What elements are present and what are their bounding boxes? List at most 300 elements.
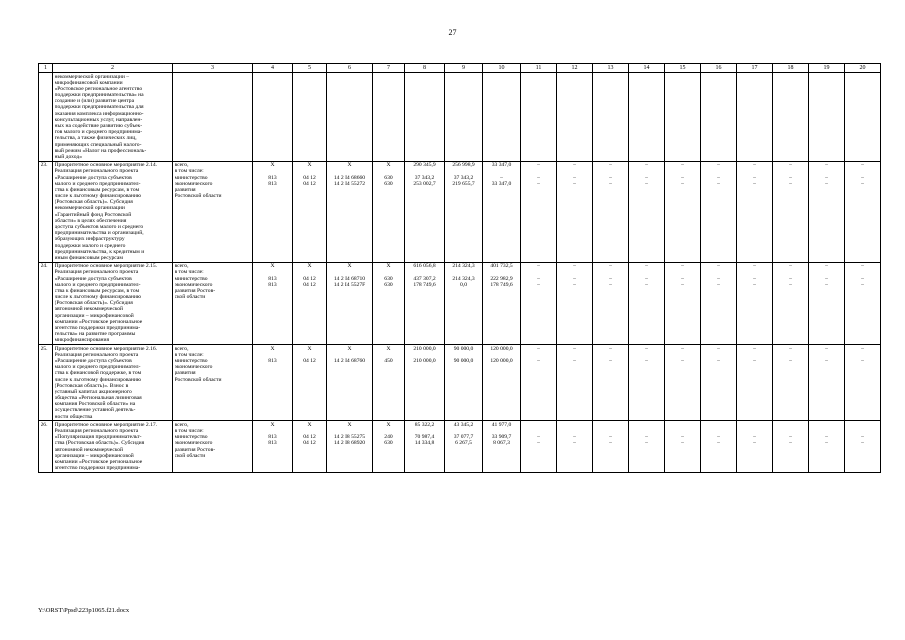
value-line: 90 000,0: [453, 357, 474, 364]
value-line: 630: [384, 440, 393, 447]
dash-mark: –: [789, 263, 792, 270]
description-line: «Расширение доступа субъектов: [54, 357, 132, 364]
executor-cell: [173, 421, 253, 473]
dash-mark: –: [573, 162, 576, 169]
empty-cell: [737, 73, 773, 162]
value-line: 37 343,2: [453, 174, 474, 181]
value-line: X: [307, 162, 312, 169]
value-cell-c8: [405, 421, 445, 473]
dash-mark: –: [645, 263, 648, 270]
year-cell-18: [773, 262, 809, 344]
budget-table: [38, 63, 881, 473]
description-line: (Ростовская область)». Субсидия: [54, 199, 133, 206]
value-line: 14 2 I4 55272: [333, 180, 366, 187]
value-cell-c10: [483, 161, 521, 262]
dash-mark: –: [753, 275, 756, 282]
value-line: 630: [384, 275, 393, 282]
value-line: 04 12: [303, 440, 316, 447]
dash-mark: –: [645, 440, 648, 447]
year-cell-12: [557, 421, 593, 473]
description-line: ный доход»: [54, 153, 83, 160]
value-line: 37 077,7: [453, 434, 474, 441]
value-cell-c8: [405, 161, 445, 262]
value-cell-c8: [405, 262, 445, 344]
description-line: тельства» на развитие программы: [54, 331, 136, 338]
description-line: предпринимательства и организаций,: [54, 230, 144, 237]
value-line: 04 12: [303, 434, 316, 441]
column-number-cell: 18: [773, 64, 809, 73]
year-cell-18: [773, 421, 809, 473]
year-cell-13: [593, 345, 629, 421]
value-cell-c4: [253, 345, 293, 421]
executor-line: развития Ростов-: [174, 446, 216, 453]
value-cell-c6: [327, 161, 373, 262]
year-cell-14: [629, 345, 665, 421]
column-number-cell: 17: [737, 64, 773, 73]
executor-line: экономического: [174, 281, 213, 288]
description-line: Приоритетное основное мероприятие 2.14.: [54, 162, 158, 169]
value-cell-c6: [327, 345, 373, 421]
dash-mark: –: [825, 357, 828, 364]
year-cell-20: [845, 345, 881, 421]
value-line: 04 12: [303, 180, 316, 187]
description-line: ства к финансовым ресурсам, в том: [54, 186, 140, 193]
executor-line: в том числе:: [174, 269, 204, 276]
value-line: 813: [268, 275, 277, 282]
year-cell-16: [701, 161, 737, 262]
description-line: Реализация регионального проекта: [54, 168, 139, 175]
value-line: 41 977,0: [491, 421, 512, 428]
dash-mark: –: [825, 275, 828, 282]
value-line: X: [307, 263, 312, 270]
column-number-cell: 6: [327, 64, 373, 73]
dash-mark: –: [645, 180, 648, 187]
dash-mark: –: [789, 275, 792, 282]
description-line: ства к финансовой поддержке, в том: [54, 370, 142, 377]
description-line: ства к финансовым ресурсам, в том: [54, 287, 140, 294]
description-line: числе к льготному финансированию: [54, 294, 142, 301]
year-cell-14: [629, 262, 665, 344]
executor-line: экономического: [174, 180, 213, 187]
description-line: области» в целях обеспечения: [54, 217, 127, 224]
value-line: 256 998,9: [452, 162, 475, 169]
dash-mark: –: [717, 434, 720, 441]
dash-mark: –: [753, 440, 756, 447]
description-line: ных на содействие развитию субъек-: [54, 123, 143, 129]
description-line: Приоритетное основное мероприятие 2.17.: [54, 421, 158, 428]
value-line: 401 732,5: [490, 263, 513, 270]
dash-mark: –: [681, 357, 684, 364]
year-cell-13: [593, 161, 629, 262]
row-number: 23.: [40, 162, 48, 169]
dash-mark: –: [681, 263, 684, 270]
dash-mark: –: [753, 180, 756, 187]
description-line: числе к льготному финансированию: [54, 193, 142, 200]
description-line: Приоритетное основное мероприятие 2.16.: [54, 345, 158, 352]
description-line: компания Ростовской области» на: [54, 401, 136, 408]
dash-mark: –: [717, 275, 720, 282]
empty-cell: [629, 73, 665, 162]
column-number-cell: 13: [593, 64, 629, 73]
dash-mark: –: [681, 440, 684, 447]
executor-line: в том числе:: [174, 428, 204, 434]
executor-line: Ростовской области: [174, 376, 222, 383]
dash-mark: –: [609, 345, 612, 352]
description-line: малого и среднего предпринимател-: [54, 364, 141, 371]
dash-mark: –: [573, 281, 576, 288]
description-line: «Ростовское региональное агентство: [54, 85, 143, 92]
description-line: доступа субъектов малого и среднего: [54, 224, 144, 230]
value-cell-c6: [327, 421, 373, 473]
executor-line: развития: [174, 370, 196, 377]
empty-cell: [701, 73, 737, 162]
dash-mark: –: [861, 263, 864, 270]
description-line: автономной некоммерческой: [54, 446, 124, 453]
value-line: 14 2 I4 68710: [333, 275, 366, 282]
executor-line: развития: [174, 186, 196, 193]
column-number-cell: 2: [53, 64, 173, 73]
description-line: организации – микрофинансовой: [54, 312, 134, 319]
description-line: некоммерческой организации –: [54, 73, 130, 80]
dash-mark: –: [825, 440, 828, 447]
column-number-cell: 16: [701, 64, 737, 73]
column-number-cell: 3: [173, 64, 253, 73]
description-line: поддержки малого и среднего: [54, 242, 126, 249]
year-cell-17: [737, 345, 773, 421]
dash-mark: –: [789, 357, 792, 364]
page-number: 27: [448, 28, 457, 37]
value-line: 37 343,2: [414, 174, 435, 181]
dash-mark: –: [681, 162, 684, 169]
table-row: [39, 161, 881, 262]
value-line: 33 347,0: [491, 162, 512, 169]
value-cell-c9: [445, 262, 483, 344]
empty-cell: [39, 73, 53, 162]
year-cell-19: [809, 262, 845, 344]
value-cell-c9: [445, 345, 483, 421]
description-line: Реализация регионального проекта: [54, 428, 139, 434]
dash-mark: –: [789, 345, 792, 352]
value-line: 14 2 I8 55275: [333, 434, 366, 441]
year-cell-20: [845, 161, 881, 262]
dash-mark: –: [645, 174, 648, 181]
dash-mark: –: [717, 263, 720, 270]
dash-mark: –: [753, 162, 756, 169]
value-line: X: [307, 421, 312, 428]
description-line: малого и среднего предпринимател-: [54, 281, 141, 288]
executor-line: всего,: [174, 345, 189, 352]
dash-mark: –: [645, 357, 648, 364]
empty-cell: [809, 73, 845, 162]
empty-cell: [845, 73, 881, 162]
value-line: X: [347, 263, 352, 270]
dash-mark: –: [861, 281, 864, 288]
value-line: 222 982,9: [490, 275, 513, 282]
description-cell: [53, 262, 173, 344]
description-line: тов малого и среднего предпринима-: [54, 129, 143, 136]
value-cell-c7: [373, 262, 405, 344]
column-number-cell: 5: [293, 64, 327, 73]
year-cell-12: [557, 262, 593, 344]
value-cell-c5: [293, 421, 327, 473]
description-line: оказания комплекса информационно-: [54, 110, 144, 117]
year-cell-15: [665, 161, 701, 262]
value-line: X: [347, 162, 352, 169]
value-line: 04 12: [303, 275, 316, 282]
dash-mark: –: [789, 174, 792, 181]
dash-mark: –: [717, 357, 720, 364]
dash-mark: –: [861, 180, 864, 187]
executor-line: ской области: [174, 294, 206, 301]
empty-cell: [327, 73, 373, 162]
year-cell-11: [521, 262, 557, 344]
dash-mark: –: [681, 434, 684, 441]
table-row: [39, 345, 881, 421]
dash-mark: –: [753, 357, 756, 364]
dash-mark: –: [681, 174, 684, 181]
description-line: вый режим «Налог на профессиональ-: [54, 147, 147, 154]
value-line: 43 345,2: [453, 421, 474, 428]
dash-mark: –: [537, 281, 540, 288]
year-cell-16: [701, 345, 737, 421]
dash-mark: –: [753, 281, 756, 288]
executor-line: всего,: [174, 421, 189, 428]
dash-mark: –: [789, 162, 792, 169]
description-line: микрофинансирования: [54, 337, 110, 344]
value-cell-c7: [373, 421, 405, 473]
dash-mark: –: [717, 345, 720, 352]
dash-mark: –: [681, 275, 684, 282]
executor-cell: [173, 345, 253, 421]
year-cell-13: [593, 262, 629, 344]
dash-mark: –: [645, 281, 648, 288]
value-line: –: [500, 174, 503, 181]
dash-mark: –: [537, 440, 540, 447]
year-cell-15: [665, 262, 701, 344]
description-line: Реализация регионального проекта: [54, 269, 139, 276]
dash-mark: –: [537, 345, 540, 352]
value-cell-c4: [253, 161, 293, 262]
description-line: Реализация регионального проекта: [54, 351, 139, 358]
value-line: 120 000,0: [490, 357, 513, 364]
empty-cell: [173, 73, 253, 162]
value-line: 210 000,0: [413, 345, 436, 352]
column-number-cell: 19: [809, 64, 845, 73]
dash-mark: –: [609, 434, 612, 441]
value-line: 14 2 I4 5527F: [333, 281, 366, 288]
description-line: организации – микрофинансовой: [54, 452, 134, 459]
empty-cell: [405, 73, 445, 162]
value-line: 813: [268, 357, 277, 364]
value-line: 210 000,0: [413, 357, 436, 364]
value-line: 219 655,7: [452, 180, 475, 187]
dash-mark: –: [573, 345, 576, 352]
table-row-continued: [39, 73, 881, 162]
description-line: предпринимательства, к кредитным и: [54, 248, 145, 255]
dash-mark: –: [789, 281, 792, 288]
value-line: 6 267,5: [455, 440, 472, 447]
dash-mark: –: [717, 440, 720, 447]
dash-mark: –: [753, 345, 756, 352]
value-line: 813: [268, 440, 277, 447]
value-line: 240: [384, 434, 393, 441]
dash-mark: –: [609, 174, 612, 181]
value-line: 14 2 I8 68920: [333, 440, 366, 447]
dash-mark: –: [645, 162, 648, 169]
value-cell-c4: [253, 421, 293, 473]
dash-mark: –: [861, 357, 864, 364]
value-line: 33 347,0: [491, 180, 512, 187]
year-cell-17: [737, 262, 773, 344]
value-line: 120 000,0: [490, 345, 513, 352]
table-row: [39, 421, 881, 473]
dash-mark: –: [861, 434, 864, 441]
empty-cell: [593, 73, 629, 162]
value-cell-c5: [293, 345, 327, 421]
column-number-cell: 1: [39, 64, 53, 73]
empty-cell: [521, 73, 557, 162]
year-cell-16: [701, 421, 737, 473]
value-line: 290 345,9: [413, 162, 436, 169]
year-cell-15: [665, 421, 701, 473]
dash-mark: –: [681, 281, 684, 288]
dash-mark: –: [861, 440, 864, 447]
dash-mark: –: [753, 434, 756, 441]
year-cell-19: [809, 345, 845, 421]
value-cell-c5: [293, 262, 327, 344]
executor-line: всего,: [174, 162, 189, 169]
description-line: ства (Ростовская область)». Субсидия: [54, 440, 145, 447]
column-number-cell: 7: [373, 64, 405, 73]
dash-mark: –: [825, 263, 828, 270]
value-line: 178 749,6: [413, 281, 436, 288]
row-number-cell: [39, 161, 53, 262]
description-cell: [53, 73, 173, 162]
value-line: X: [386, 345, 391, 352]
description-line: компании «Ростовское региональное: [54, 458, 143, 465]
dash-mark: –: [825, 345, 828, 352]
value-cell-c4: [253, 262, 293, 344]
year-cell-12: [557, 345, 593, 421]
description-line: тельства, а также физических лиц,: [54, 135, 137, 142]
column-number-cell: 9: [445, 64, 483, 73]
description-line: некоммерческой организации: [54, 205, 125, 212]
column-number-cell: 4: [253, 64, 293, 73]
description-line: (Ростовская область)». Взнос в: [54, 382, 129, 389]
value-line: 178 749,6: [490, 281, 513, 288]
value-cell-c10: [483, 262, 521, 344]
year-cell-18: [773, 161, 809, 262]
description-line: консультационных услуг, направлен-: [54, 116, 143, 123]
year-cell-14: [629, 421, 665, 473]
value-line: 04 12: [303, 281, 316, 288]
dash-mark: –: [573, 174, 576, 181]
value-line: X: [270, 263, 275, 270]
value-line: 813: [268, 434, 277, 441]
dash-mark: –: [861, 162, 864, 169]
description-line: микрофинансовой компании: [54, 79, 123, 86]
row-number-cell: [39, 421, 53, 473]
dash-mark: –: [537, 263, 540, 270]
value-line: 214 324,3: [452, 275, 475, 282]
value-line: 04 12: [303, 174, 316, 181]
dash-mark: –: [825, 434, 828, 441]
column-number-cell: 20: [845, 64, 881, 73]
year-cell-13: [593, 421, 629, 473]
executor-line: экономического: [174, 364, 213, 371]
description-line: осуществление уставной деятель-: [54, 407, 136, 414]
dash-mark: –: [573, 263, 576, 270]
year-cell-19: [809, 421, 845, 473]
row-number: 26.: [40, 421, 48, 428]
value-line: 14 334,8: [414, 440, 435, 447]
description-line: Приоритетное основное мероприятие 2.15.: [54, 263, 158, 270]
value-line: 450: [384, 357, 393, 364]
table-row: [39, 262, 881, 344]
dash-mark: –: [717, 180, 720, 187]
column-number-cell: 11: [521, 64, 557, 73]
dash-mark: –: [609, 180, 612, 187]
empty-cell: [773, 73, 809, 162]
row-number: 25.: [40, 345, 48, 352]
dash-mark: –: [537, 357, 540, 364]
dash-mark: –: [717, 281, 720, 288]
column-number-cell: 8: [405, 64, 445, 73]
executor-line: развития Ростов-: [174, 287, 216, 294]
dash-mark: –: [573, 180, 576, 187]
dash-mark: –: [573, 275, 576, 282]
dash-mark: –: [645, 275, 648, 282]
column-number-cell: 12: [557, 64, 593, 73]
executor-cell: [173, 161, 253, 262]
dash-mark: –: [861, 345, 864, 352]
description-line: малого и среднего предпринимател-: [54, 180, 141, 187]
description-line: уставный капитал акционерного: [54, 388, 132, 395]
dash-mark: –: [537, 434, 540, 441]
value-line: X: [270, 345, 275, 352]
executor-line: министерство: [174, 434, 208, 441]
description-line: «Гарантийный фонд Ростовской: [54, 211, 132, 218]
value-line: 33 909,7: [491, 434, 512, 441]
value-line: 04 12: [303, 357, 316, 364]
dash-mark: –: [609, 440, 612, 447]
dash-mark: –: [717, 174, 720, 181]
value-line: 214 324,3: [452, 263, 475, 270]
empty-cell: [373, 73, 405, 162]
dash-mark: –: [825, 281, 828, 288]
value-line: X: [307, 345, 312, 352]
value-line: 813: [268, 174, 277, 181]
dash-mark: –: [645, 345, 648, 352]
value-line: 630: [384, 174, 393, 181]
value-line: 90 000,0: [453, 345, 474, 352]
value-line: X: [270, 421, 275, 428]
dash-mark: –: [573, 440, 576, 447]
description-line: иным финансовым ресурсам: [54, 254, 123, 261]
dash-mark: –: [573, 357, 576, 364]
year-cell-17: [737, 161, 773, 262]
description-line: применяющих специальный налого-: [54, 141, 142, 148]
row-number-cell: [39, 345, 53, 421]
value-line: X: [347, 345, 352, 352]
dash-mark: –: [609, 263, 612, 270]
dash-mark: –: [861, 275, 864, 282]
year-cell-20: [845, 262, 881, 344]
year-cell-17: [737, 421, 773, 473]
value-line: 253 002,7: [413, 180, 436, 187]
empty-cell: [665, 73, 701, 162]
value-cell-c8: [405, 345, 445, 421]
